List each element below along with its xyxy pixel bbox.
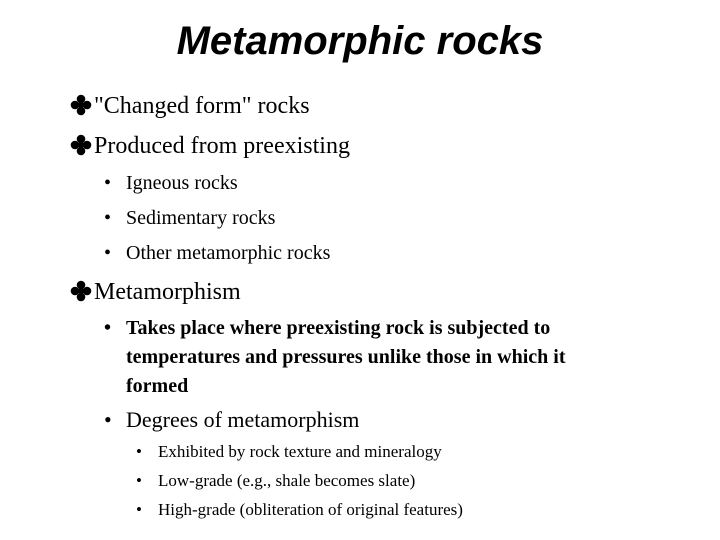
sub-list-item [136, 499, 463, 521]
list-item-text: Igneous rocks [126, 172, 238, 194]
slide-title: Metamorphic rocks [176, 19, 544, 63]
bullet-dot-icon: • [104, 242, 112, 264]
bullet-dot-icon: • [136, 442, 142, 461]
list-item [104, 406, 359, 434]
list-item [104, 205, 275, 231]
bullet-dot-icon: • [104, 317, 112, 339]
sub-list-item-text: Exhibited by rock texture and mineralogy [158, 442, 442, 461]
sub-list-item-text: Low-grade (e.g., shale becomes slate) [158, 471, 416, 490]
diamond-bullet-icon [70, 134, 92, 156]
sub-list-item [136, 441, 442, 463]
bullet-dot-icon: • [104, 172, 112, 194]
sub-list-item-text: High-grade (obliteration of original features) [158, 500, 463, 519]
bullet-text: Produced from preexisting [94, 133, 350, 159]
list-item-text: Degrees of metamorphism [126, 407, 360, 432]
list-item-continuation: temperatures and pressures unlike those in which it [126, 346, 566, 368]
bullet-dot-icon: • [136, 500, 142, 519]
list-item [104, 240, 330, 266]
bullet-produced-from [70, 131, 350, 161]
list-item [104, 314, 550, 343]
bullet-dot-icon: • [104, 207, 112, 229]
bullet-changed-form [70, 91, 310, 121]
diamond-bullet-icon [70, 94, 92, 116]
list-item-text: Takes place where preexisting rock is subjected to [126, 317, 551, 339]
bullet-text: Metamorphism [94, 279, 241, 305]
bullet-text: "Changed form" rocks [94, 93, 310, 119]
diamond-bullet-icon [70, 280, 92, 302]
list-item-text: Other metamorphic rocks [126, 242, 331, 264]
list-item-continuation: formed [126, 375, 189, 397]
sub-list-item [136, 470, 415, 492]
list-item [104, 170, 238, 196]
bullet-dot-icon: • [104, 407, 112, 432]
bullet-dot-icon: • [136, 471, 142, 490]
list-item-text: Sedimentary rocks [126, 207, 276, 229]
bullet-metamorphism [70, 277, 241, 307]
